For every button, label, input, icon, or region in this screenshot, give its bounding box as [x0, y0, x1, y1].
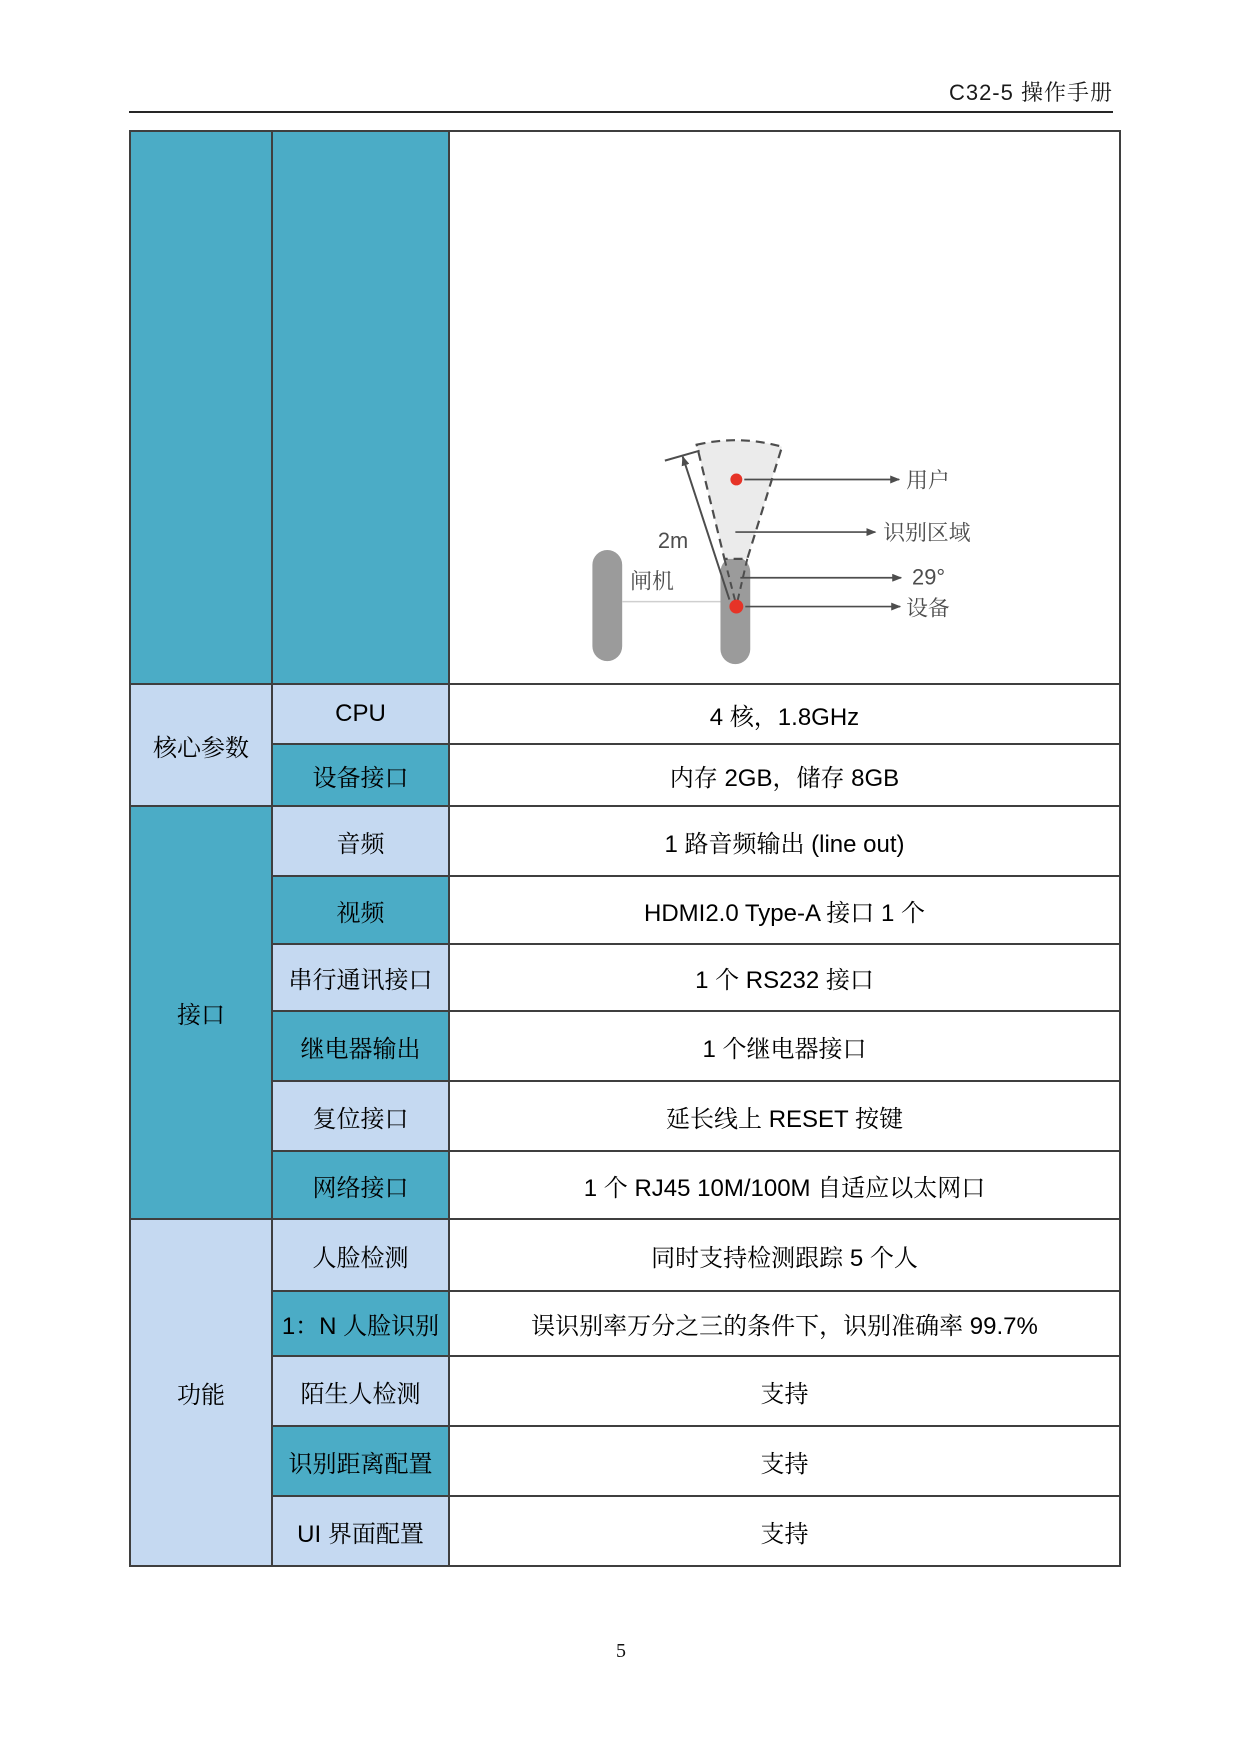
distance-config-label-cell: 识别距离配置	[272, 1426, 449, 1496]
row-ui-config	[130, 1496, 1120, 1566]
diagram-category-cell	[130, 131, 272, 684]
diagram-cell	[449, 131, 1120, 684]
row-relay	[130, 1011, 1120, 1081]
category-functions: 功能	[130, 1219, 272, 1566]
audio-label-cell: 音频	[272, 806, 449, 876]
user-dot	[730, 474, 742, 486]
row-cpu	[130, 684, 1120, 744]
row-distance-config	[130, 1426, 1120, 1496]
video-value-cell: HDMI2.0 Type-A 接口 1 个	[449, 876, 1120, 944]
category-core: 核心参数	[130, 684, 272, 806]
cpu-value-cell: 4 核，1.8GHz	[449, 684, 1120, 744]
network-label-cell: 网络接口	[272, 1151, 449, 1219]
1n-recognition-label-cell: 1：N 人脸识别	[272, 1291, 449, 1356]
device-label: 设备	[906, 595, 950, 621]
diagram-row	[130, 131, 1120, 684]
row-device-interface	[130, 744, 1120, 806]
reset-label-cell: 复位接口	[272, 1081, 449, 1151]
angle-label: 29°	[912, 564, 946, 590]
row-stranger-detect	[130, 1356, 1120, 1426]
ui-config-value-cell: 支持	[449, 1496, 1120, 1566]
device-interface-label-cell: 设备接口	[272, 744, 449, 806]
row-network	[130, 1151, 1120, 1219]
user-label: 用户	[906, 467, 950, 493]
cpu-label-cell: CPU	[272, 684, 449, 744]
network-value-cell: 1 个 RJ45 10M/100M 自适应以太网口	[449, 1151, 1120, 1219]
device-dot	[729, 600, 743, 614]
row-reset	[130, 1081, 1120, 1151]
ui-config-label-cell: UI 界面配置	[272, 1496, 449, 1566]
category-interfaces: 接口	[130, 806, 272, 1219]
page-header	[129, 76, 1113, 107]
distance-label: 2m	[657, 527, 689, 553]
header-rule	[129, 111, 1113, 113]
gate-label: 闸机	[630, 568, 674, 594]
row-serial	[130, 944, 1120, 1011]
device-interface-value-cell: 内存 2GB，储存 8GB	[449, 744, 1120, 806]
audio-value-cell: 1 路音频输出 (line out)	[449, 806, 1120, 876]
recognition-area-diagram	[454, 133, 1115, 682]
stranger-detect-label-cell: 陌生人检测	[272, 1356, 449, 1426]
stranger-detect-value-cell: 支持	[449, 1356, 1120, 1426]
header-title: C32-5 操作手册	[948, 80, 1113, 105]
row-1n-recognition	[130, 1291, 1120, 1356]
row-audio	[130, 806, 1120, 876]
relay-value-cell: 1 个继电器接口	[449, 1011, 1120, 1081]
gate-left-pillar	[592, 550, 622, 661]
row-video	[130, 876, 1120, 944]
serial-label-cell: 串行通讯接口	[272, 944, 449, 1011]
row-face-detect	[130, 1219, 1120, 1291]
spec-table	[129, 130, 1121, 1567]
1n-recognition-value-cell: 误识别率万分之三的条件下，识别准确率 99.7%	[449, 1291, 1120, 1356]
recognition-area-label: 识别区域	[883, 520, 971, 546]
reset-value-cell: 延长线上 RESET 按键	[449, 1081, 1120, 1151]
distance-tick	[665, 451, 700, 461]
distance-config-value-cell: 支持	[449, 1426, 1120, 1496]
video-label-cell: 视频	[272, 876, 449, 944]
face-detect-value-cell: 同时支持检测跟踪 5 个人	[449, 1219, 1120, 1291]
serial-value-cell: 1 个 RS232 接口	[449, 944, 1120, 1011]
diagram-sub-cell	[272, 131, 449, 684]
page-number: 5	[616, 1640, 626, 1662]
relay-label-cell: 继电器输出	[272, 1011, 449, 1081]
face-detect-label-cell: 人脸检测	[272, 1219, 449, 1291]
